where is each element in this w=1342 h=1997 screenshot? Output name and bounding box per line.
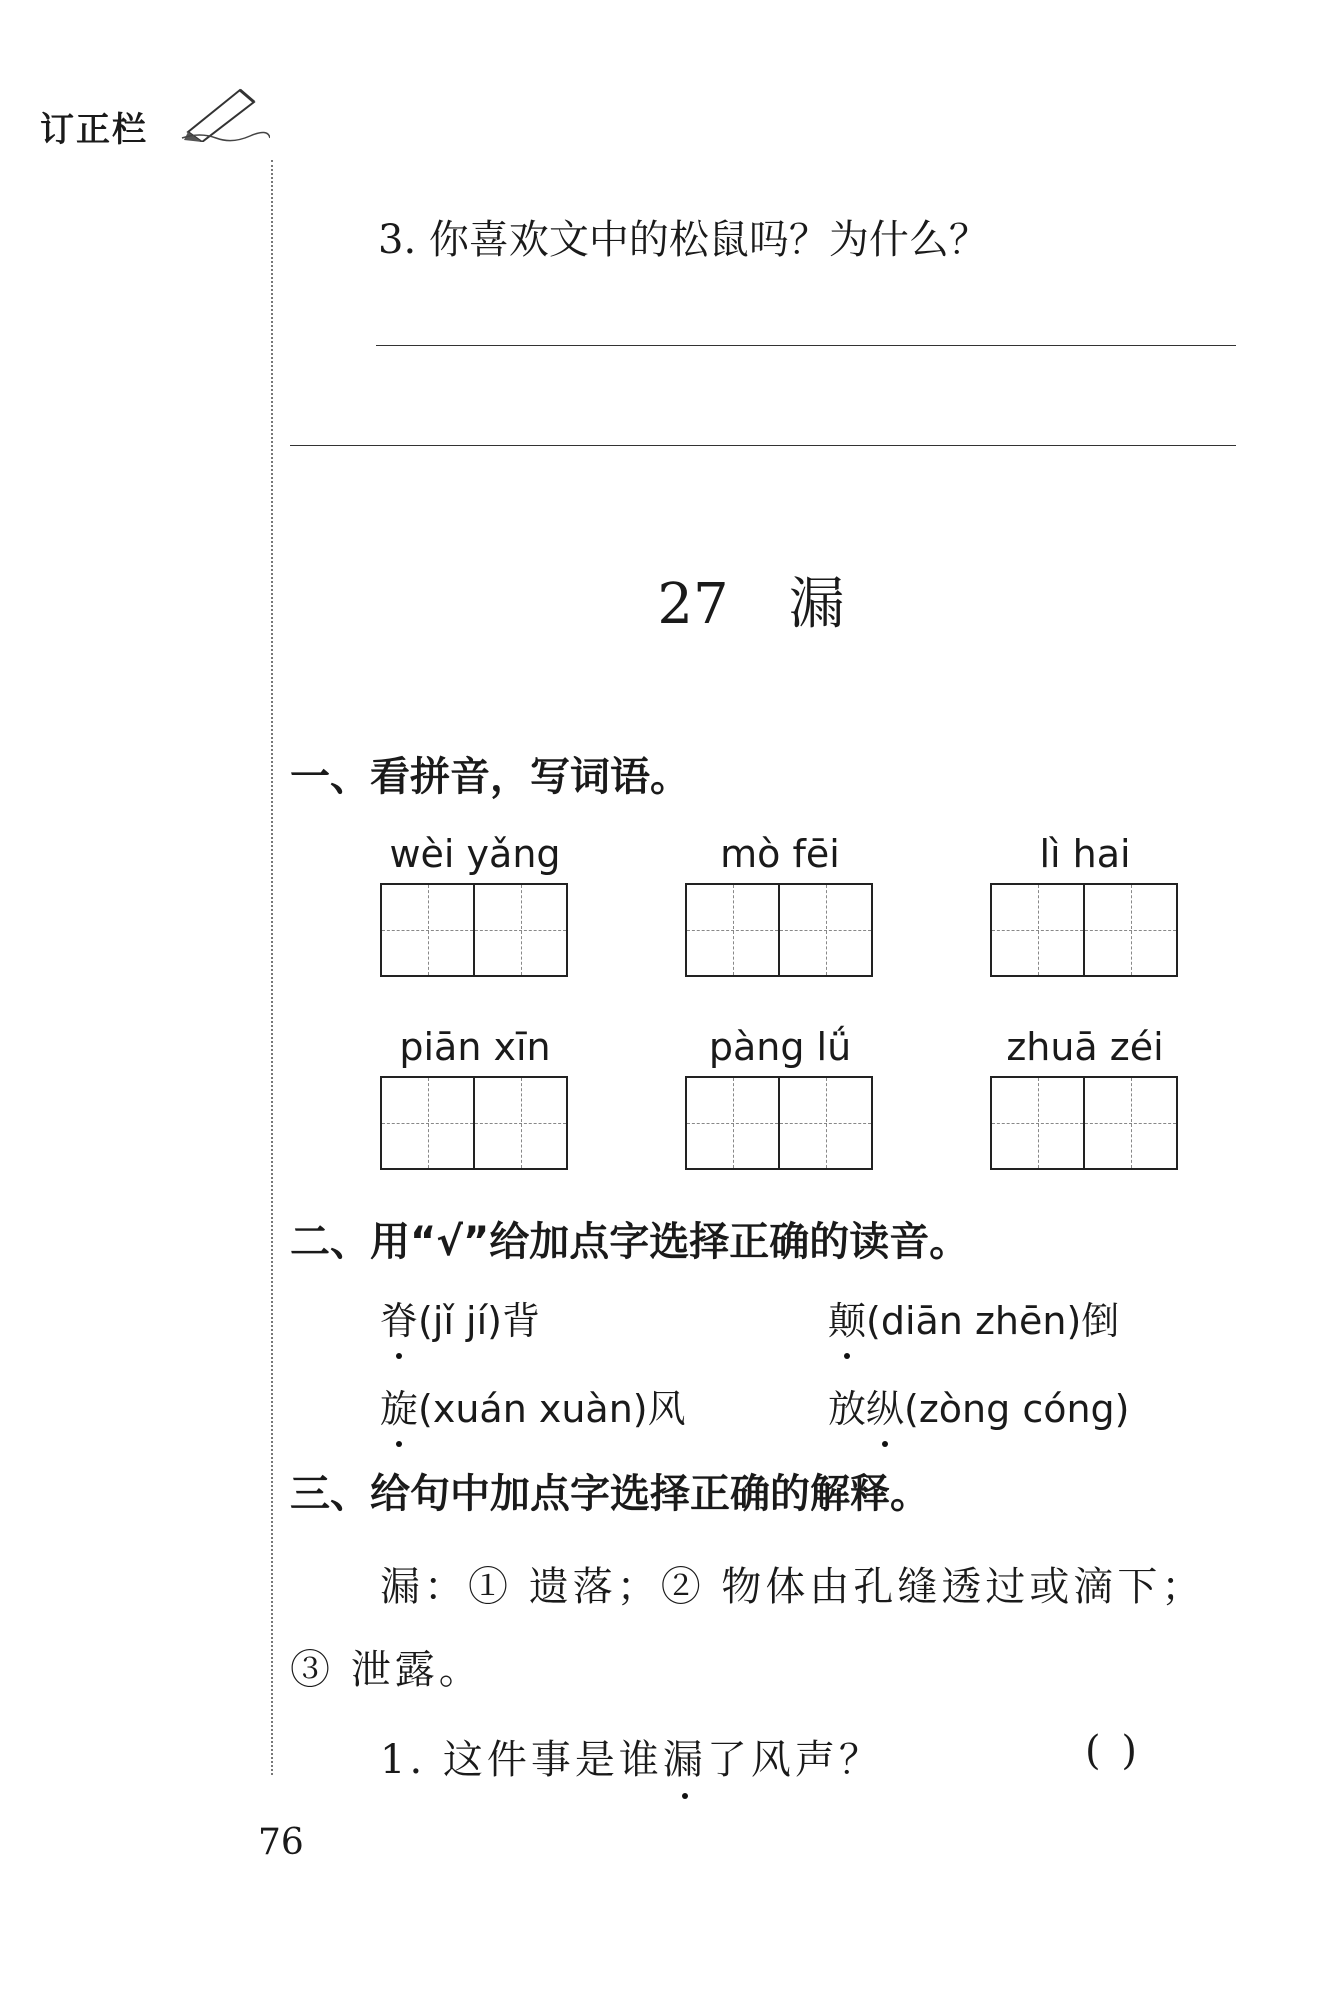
- sidebar-title: 订正栏: [40, 110, 148, 150]
- dotted-character: 颠: [828, 1290, 866, 1345]
- answer-line-1[interactable]: [376, 345, 1236, 346]
- definition-line-1: 漏：① 遗落；② 物体由孔缝透过或滴下；: [380, 1564, 1206, 1610]
- writing-box[interactable]: [685, 1076, 873, 1170]
- pinyin-options[interactable]: (xuán xuàn): [418, 1387, 648, 1431]
- writing-box[interactable]: [990, 1076, 1178, 1170]
- question-3: 3. 你喜欢文中的松鼠吗？为什么？: [378, 217, 989, 263]
- pinyin-label: piān xīn: [399, 1025, 551, 1069]
- lesson-title: [0, 560, 1342, 640]
- answer-parentheses[interactable]: ( ): [1085, 1728, 1141, 1774]
- reading-item: [828, 1378, 1130, 1433]
- pinyin-options[interactable]: (diān zhēn): [866, 1299, 1082, 1343]
- writing-box[interactable]: [685, 883, 873, 977]
- reading-item: [828, 1290, 1119, 1345]
- pinyin-options[interactable]: (jǐ jí): [418, 1299, 502, 1343]
- word-suffix: 风: [647, 1387, 686, 1431]
- correction-margin-line: [271, 160, 273, 1775]
- pencil-icon: [180, 82, 270, 142]
- dotted-character: 纵: [866, 1378, 904, 1433]
- page-number: 76: [258, 1822, 304, 1863]
- pinyin-label: lì hai: [1039, 832, 1131, 876]
- reading-item: [380, 1378, 686, 1433]
- dotted-character: 旋: [380, 1378, 418, 1433]
- section-3-heading: 三、给句中加点字选择正确的解释。: [290, 1471, 930, 1517]
- question-1-text-end: 了风声？: [706, 1737, 883, 1783]
- answer-line-2[interactable]: [290, 445, 1236, 446]
- pinyin-label: mò fēi: [720, 832, 840, 876]
- dotted-character: 漏: [663, 1728, 707, 1785]
- writing-box[interactable]: [380, 883, 568, 977]
- word-prefix: 放: [828, 1387, 867, 1431]
- pinyin-options[interactable]: (zòng cóng): [904, 1387, 1130, 1431]
- pinyin-label: pàng lǘ: [708, 1025, 852, 1069]
- lesson-number: 27: [657, 572, 729, 637]
- definition-line-2: ③ 泄露。: [290, 1647, 483, 1693]
- pinyin-label: wèi yǎng: [389, 832, 561, 876]
- lesson-name: 漏: [788, 572, 845, 637]
- writing-box[interactable]: [990, 883, 1178, 977]
- word-suffix: 背: [501, 1299, 540, 1343]
- section-2-heading: 二、用“√”给加点字选择正确的读音。: [290, 1219, 970, 1265]
- writing-box[interactable]: [380, 1076, 568, 1170]
- word-suffix: 倒: [1081, 1299, 1120, 1343]
- question-1-text: 1. 这件事是谁: [380, 1737, 663, 1783]
- reading-item: [380, 1290, 540, 1345]
- question-1: [380, 1728, 883, 1785]
- dotted-character: 脊: [380, 1290, 418, 1345]
- pinyin-label: zhuā zéi: [1006, 1025, 1164, 1069]
- section-1-heading: 一、看拼音，写词语。: [290, 754, 690, 800]
